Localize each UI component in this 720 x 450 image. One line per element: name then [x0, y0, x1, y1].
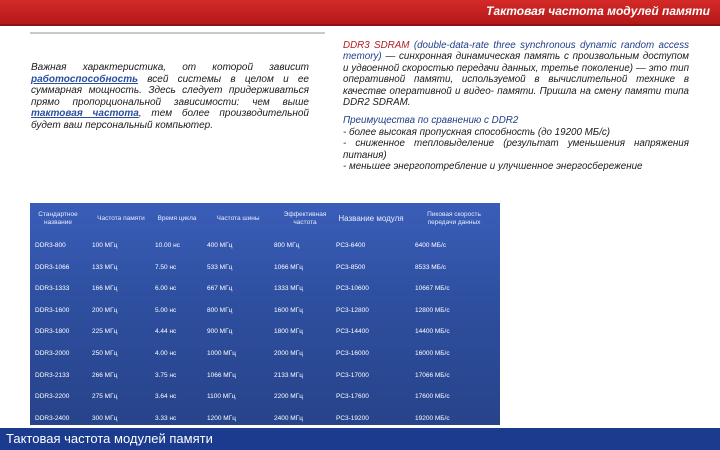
- cell-module-name: PC3-12800: [336, 306, 369, 314]
- cell-standard-name: DDR3-1800: [35, 328, 70, 336]
- intro-text-1: Важная характеристика, от которой зависит: [31, 62, 309, 73]
- cell-cycle-time: 6.00 нс: [155, 285, 177, 293]
- cell-module-name: PC3-8500: [336, 263, 366, 271]
- table-row: [30, 235, 500, 257]
- cell-memory-clock: 250 МГц: [92, 350, 118, 357]
- cell-module-name: PC3-17000: [336, 371, 369, 379]
- footer-bar: [0, 428, 720, 450]
- cell-cycle-time: 7.50 нс: [155, 263, 177, 271]
- ddr3-desc-text: — синхронная динамическая память с произвольным доступом и удвоенной скоростью передачи данных, третье поколение) — это тип оперативной памяти, используемой в вычислительной технике в качестве оперативной и видео- памяти. Пришла на смену памяти типа DDR2 SDRAM.: [343, 51, 689, 109]
- table-row: [30, 257, 500, 279]
- cell-standard-name: DDR3-2000: [35, 350, 70, 357]
- cell-cycle-time: 3.64 нс: [155, 393, 177, 401]
- cell-standard-name: DDR3-2400: [35, 414, 70, 422]
- cell-effective-clock: 1800 МГц: [274, 328, 303, 336]
- cell-peak-transfer: 10667 МБ/с: [415, 285, 450, 293]
- cell-memory-clock: 300 МГц: [92, 414, 118, 422]
- cell-effective-clock: 2200 МГц: [274, 393, 303, 401]
- cell-effective-clock: 2133 МГц: [274, 371, 303, 379]
- header-standard-name: Стандартное название: [38, 211, 78, 226]
- cell-memory-clock: 166 МГц: [92, 285, 118, 293]
- intro-paragraph: [31, 62, 309, 131]
- cell-bus-clock: 1000 МГц: [207, 350, 236, 357]
- advantages-title: Преимущества по сравнению с DDR2: [343, 115, 519, 127]
- cell-standard-name: DDR3-2200: [35, 393, 70, 401]
- cell-bus-clock: 1100 МГц: [207, 393, 236, 401]
- table-row: [30, 278, 500, 300]
- table-row: [30, 386, 500, 408]
- cell-bus-clock: 667 МГц: [207, 285, 233, 293]
- footer-title: Тактовая частота модулей памяти: [6, 431, 213, 446]
- intro-highlight-clock: тактовая частота: [31, 108, 139, 119]
- header-effective-clock: Эффективная частота: [283, 211, 327, 226]
- table-row: [30, 408, 500, 425]
- cell-standard-name: DDR3-2133: [35, 371, 70, 379]
- cell-module-name: PC3-14400: [336, 328, 369, 336]
- header-cycle-time: Время цикла: [157, 215, 197, 222]
- intro-text-3: , тем более производительной будет ваш персональный компьютер.: [31, 108, 309, 131]
- cell-cycle-time: 4.00 нс: [155, 350, 177, 357]
- cell-bus-clock: 1066 МГц: [207, 371, 236, 379]
- header-peak-transfer: Пиковая скорость передачи данных: [427, 211, 481, 226]
- header-bus-clock: Частота шины: [216, 215, 260, 222]
- cell-effective-clock: 800 МГц: [274, 242, 300, 249]
- header-divider: [30, 32, 325, 34]
- cell-bus-clock: 900 МГц: [207, 328, 233, 336]
- header-title: Тактовая частота модулей памяти: [486, 4, 710, 18]
- cell-peak-transfer: 6400 МБ/с: [415, 242, 447, 249]
- cell-cycle-time: 4.44 нс: [155, 328, 177, 336]
- cell-standard-name: DDR3-1333: [35, 285, 70, 293]
- intro-highlight-performance: работоспособность: [31, 73, 139, 85]
- cell-memory-clock: 266 МГц: [92, 371, 118, 379]
- cell-memory-clock: 100 МГц: [92, 242, 118, 249]
- cell-peak-transfer: 8533 МБ/с: [415, 263, 447, 271]
- cell-cycle-time: 3.75 нс: [155, 371, 177, 379]
- cell-memory-clock: 275 МГц: [92, 393, 118, 401]
- cell-memory-clock: 225 МГц: [92, 328, 118, 336]
- advantage-item: - более высокая пропускная способность (до 19200 МБ/с): [343, 126, 611, 138]
- cell-bus-clock: 533 МГц: [207, 263, 233, 271]
- cell-cycle-time: 3.33 нс: [155, 414, 177, 422]
- advantage-item: - сниженное тепловыделение (результат уменьшения напряжения питания): [343, 138, 689, 161]
- cell-peak-transfer: 17600 МБ/с: [415, 393, 450, 401]
- cell-effective-clock: 1066 МГц: [274, 263, 303, 271]
- ddr3-term: DDR3 SDRAM: [343, 40, 410, 51]
- table-row: [30, 343, 500, 365]
- header-bar: [0, 0, 720, 26]
- table-row: [30, 365, 500, 387]
- cell-peak-transfer: 14400 МБ/с: [415, 328, 450, 336]
- cell-module-name: PC3-6400: [336, 242, 366, 249]
- cell-bus-clock: 1200 МГц: [207, 414, 236, 422]
- cell-module-name: PC3-19200: [336, 414, 369, 422]
- cell-peak-transfer: 17066 МБ/с: [415, 371, 450, 379]
- cell-effective-clock: 1333 МГц: [274, 285, 303, 293]
- intro-text-2: всей системы в целом и ее суммарная мощность. Здесь следует придерживаться прямо пропорциональной зависимости: чем выше: [31, 73, 309, 108]
- cell-bus-clock: 800 МГц: [207, 306, 233, 314]
- cell-peak-transfer: 16000 МБ/с: [415, 350, 450, 357]
- cell-effective-clock: 1600 МГц: [274, 306, 303, 314]
- table-row: [30, 321, 500, 343]
- table-header: [30, 203, 500, 235]
- header-module-name: Название модуля: [338, 214, 404, 223]
- memory-table: [30, 203, 500, 425]
- cell-standard-name: DDR3-800: [35, 242, 66, 249]
- cell-effective-clock: 2000 МГц: [274, 350, 303, 357]
- cell-standard-name: DDR3-1600: [35, 306, 70, 314]
- table-row: [30, 300, 500, 322]
- cell-module-name: PC3-16000: [336, 350, 369, 357]
- header-memory-clock: Частота памяти: [97, 215, 145, 222]
- ddr3-definition: [343, 40, 689, 108]
- ddr3-term-expansion: (double-data-rate three synchronous dynamic random access memory): [343, 40, 689, 63]
- cell-memory-clock: 200 МГц: [92, 306, 118, 314]
- cell-peak-transfer: 19200 МБ/с: [415, 414, 450, 422]
- ddr3-description: [343, 40, 689, 172]
- cell-cycle-time: 5.00 нс: [155, 306, 177, 314]
- cell-bus-clock: 400 МГц: [207, 242, 233, 249]
- cell-memory-clock: 133 МГц: [92, 263, 118, 271]
- cell-effective-clock: 2400 МГц: [274, 414, 303, 422]
- advantage-item: - меньшее энергопотребление и улучшенное энергосбережение: [343, 161, 643, 173]
- cell-module-name: PC3-17600: [336, 393, 369, 401]
- cell-module-name: PC3-10600: [336, 285, 369, 293]
- cell-standard-name: DDR3-1066: [35, 263, 70, 271]
- cell-cycle-time: 10.00 нс: [155, 242, 180, 249]
- cell-peak-transfer: 12800 МБ/с: [415, 306, 450, 314]
